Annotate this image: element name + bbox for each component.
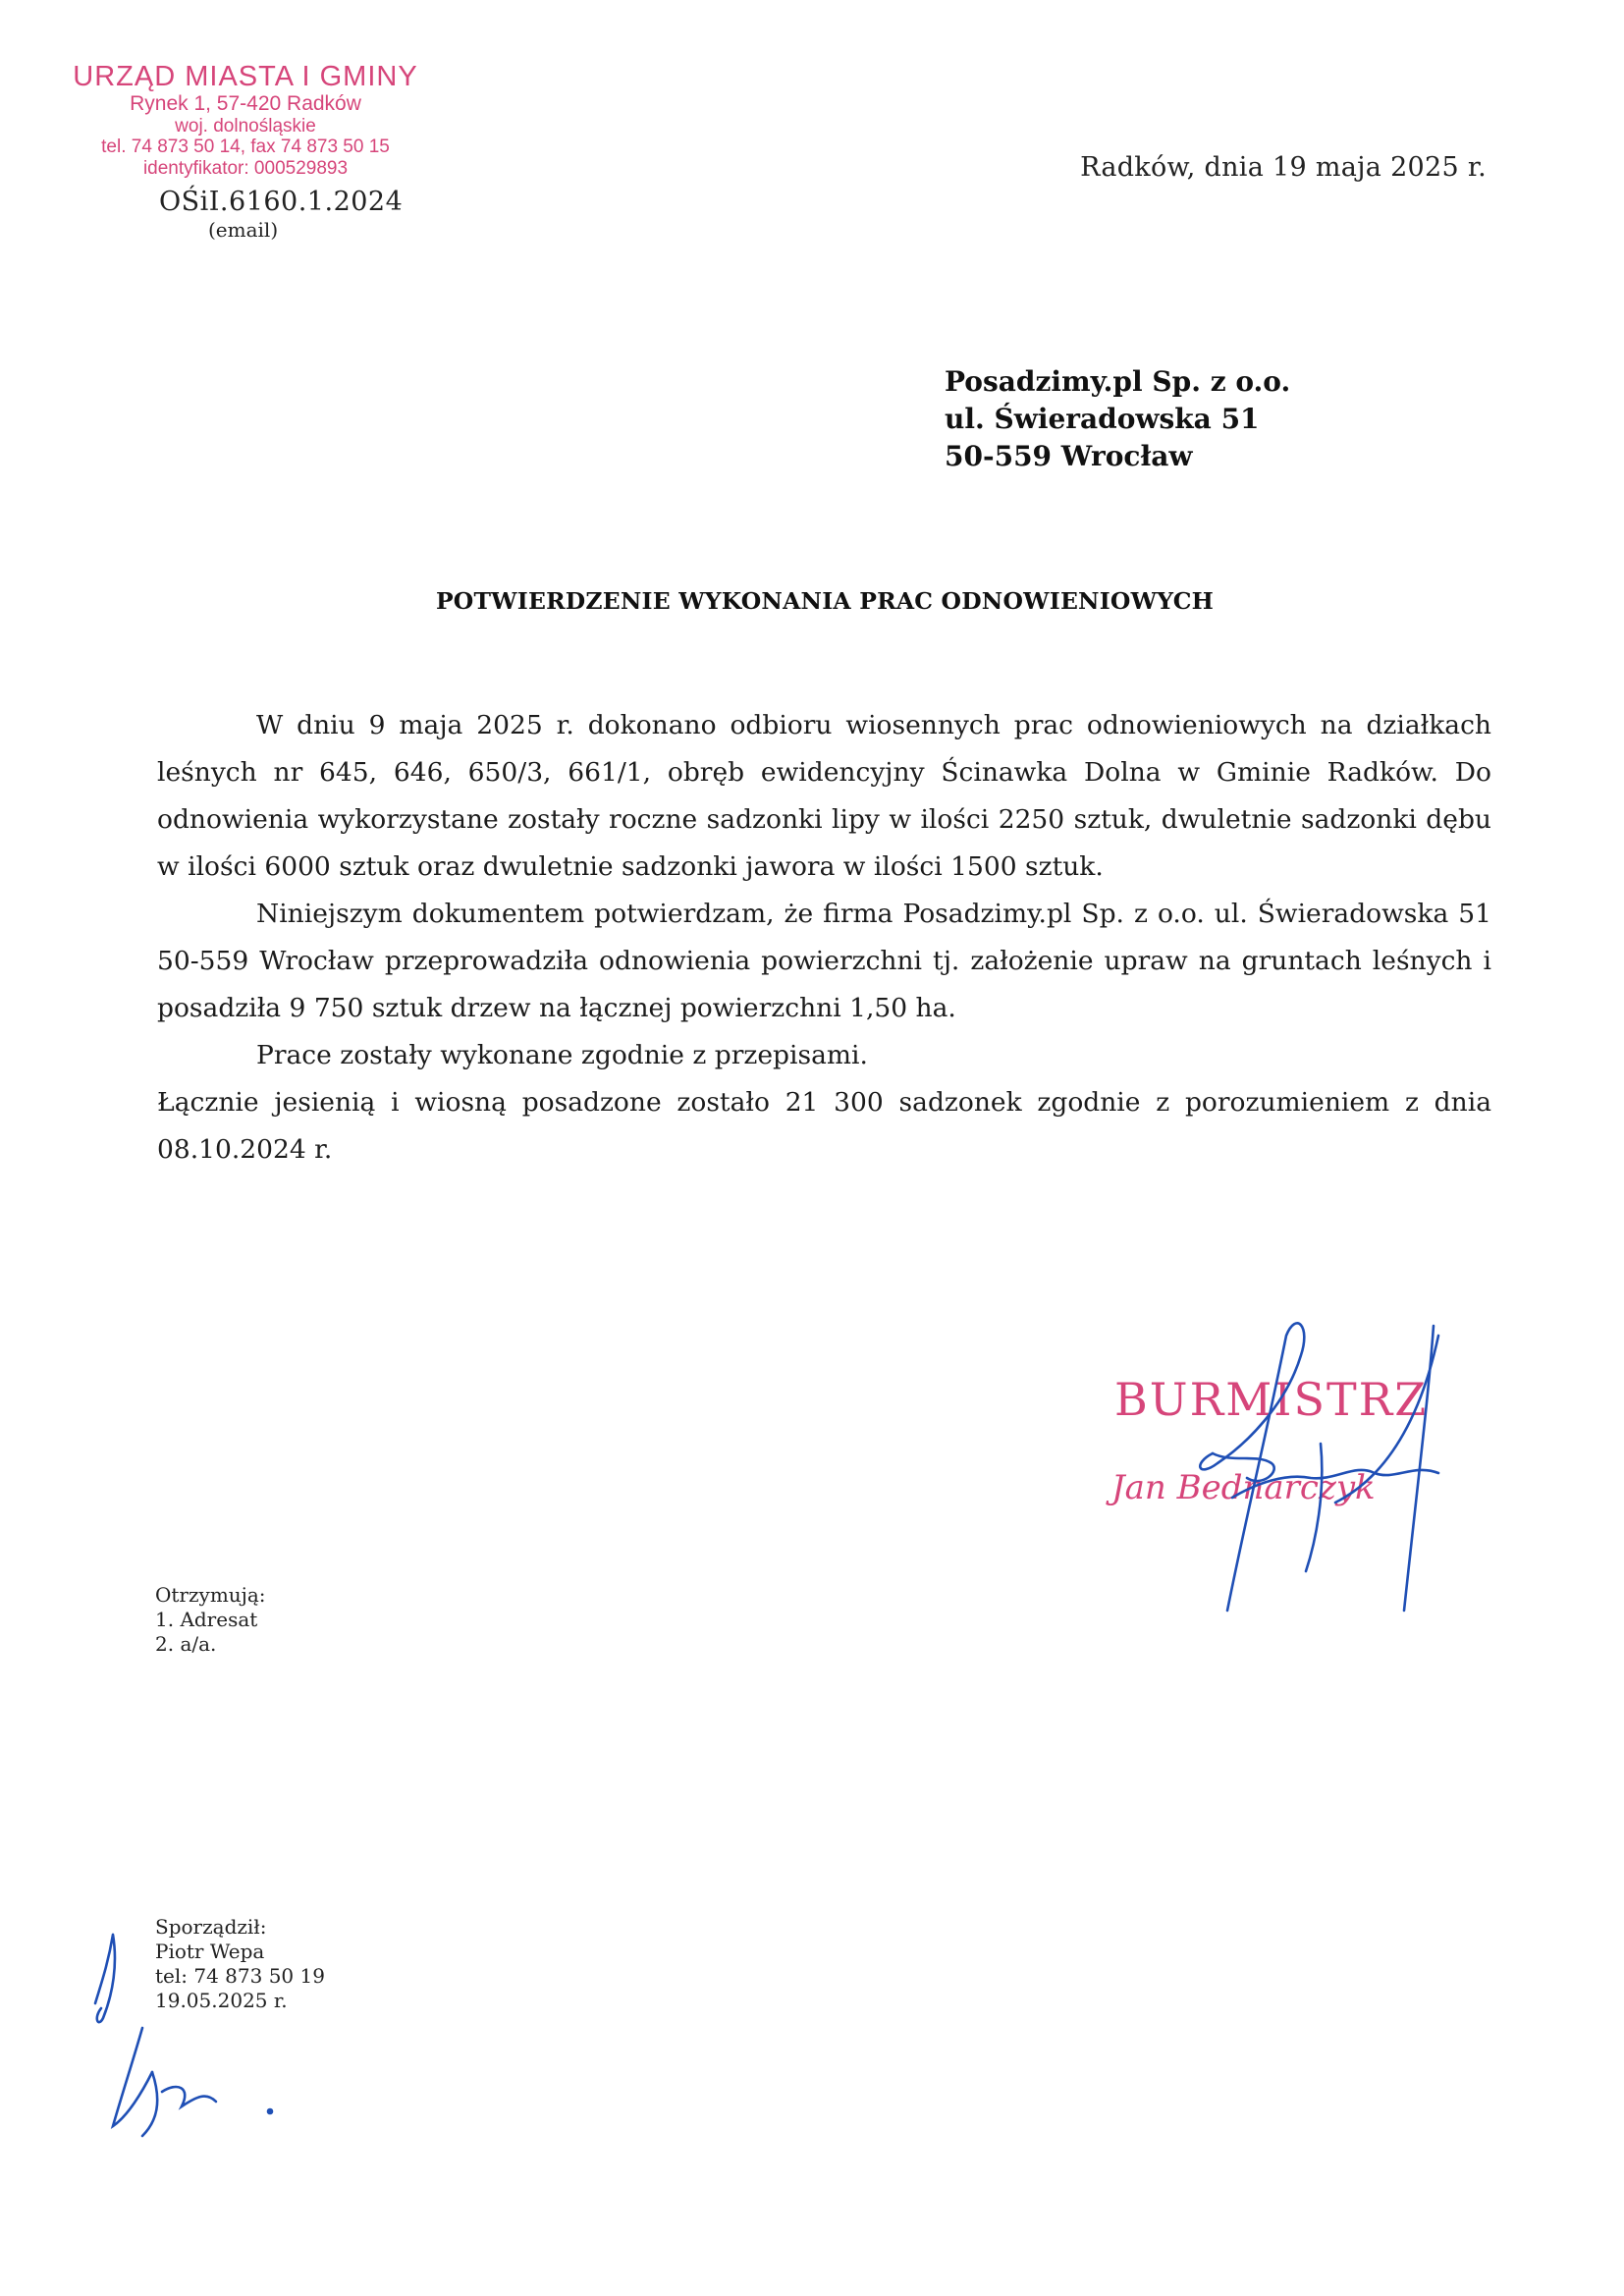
- stamp-phone: tel. 74 873 50 14, fax 74 873 50 15: [101, 137, 390, 158]
- signature-title: BURMISTRZ: [1114, 1373, 1429, 1426]
- stamp-region: woj. dolnośląskie: [175, 115, 316, 137]
- signature-name: Jan Bednarczyk: [1111, 1468, 1376, 1507]
- stamp-address: Rynek 1, 57-420 Radków: [130, 92, 361, 116]
- prepared-by-heading: Sporządził:: [155, 1915, 267, 1939]
- handwritten-signature: [1100, 1316, 1473, 1630]
- office-stamp: [59, 61, 432, 179]
- prepared-by-name: Piotr Wepa: [155, 1940, 265, 1963]
- recipient-1: 1. Adresat: [155, 1608, 258, 1631]
- recipients-heading: Otrzymują:: [155, 1583, 266, 1607]
- reference-note: (email): [208, 218, 279, 242]
- paragraph-3: Prace zostały wykonane zgodnie z przepisami.: [256, 1040, 868, 1070]
- prepared-by-date: 19.05.2025 r.: [155, 1989, 288, 2012]
- stamp-identifier: identyfikator: 000529893: [142, 157, 349, 179]
- document-title: POTWIERDZENIE WYKONANIA PRAC ODNOWIENIOWYCH: [435, 587, 1215, 615]
- recipient-2: 2. a/a.: [155, 1632, 217, 1656]
- prepared-by-phone: tel: 74 873 50 19: [155, 1964, 325, 1988]
- addressee-name: Posadzimy.pl Sp. z o.o.: [945, 365, 1291, 398]
- paragraph-4: Łącznie jesienią i wiosną posadzone zostało 21 300 sadzonek zgodnie z porozumieniem z dnia 08.10.2024 r.: [157, 1087, 1491, 1165]
- document-body: [157, 702, 1491, 1174]
- handwritten-initials: [83, 1925, 299, 2151]
- date-line: Radków, dnia 19 maja 2025 r.: [1080, 152, 1487, 183]
- stamp-office-name: URZĄD MIASTA I GMINY: [73, 61, 418, 92]
- paragraph-1: W dniu 9 maja 2025 r. dokonano odbioru wiosennych prac odnowieniowych na działkach leśnych nr 645, 646, 650/3, 661/1, obręb ewidencyjny Ścinawka Dolna w Gminie Radków. Do odnowienia wykorzystane zostały roczne sadzonki lipy w ilości 2250 sztuk, dwuletnie sadzonki dębu w ilości 6000 sztuk oraz dwuletnie sadzonki jawora w ilości 1500 sztuk.: [157, 710, 1491, 882]
- paragraph-2: Niniejszym dokumentem potwierdzam, że firma Posadzimy.pl Sp. z o.o. ul. Świeradowska 51 50-559 Wrocław przeprowadziła odnowienia powierzchni tj. założenie upraw na gruntach leśnych i posadziła 9 750 sztuk drzew na łącznej powierzchni 1,50 ha.: [157, 899, 1491, 1023]
- addressee-block: [945, 363, 1290, 475]
- addressee-city: 50-559 Wrocław: [945, 440, 1193, 473]
- reference-number: OŚiI.6160.1.2024: [159, 187, 404, 217]
- addressee-street: ul. Świeradowska 51: [945, 403, 1260, 436]
- recipients-list: [155, 1583, 266, 1657]
